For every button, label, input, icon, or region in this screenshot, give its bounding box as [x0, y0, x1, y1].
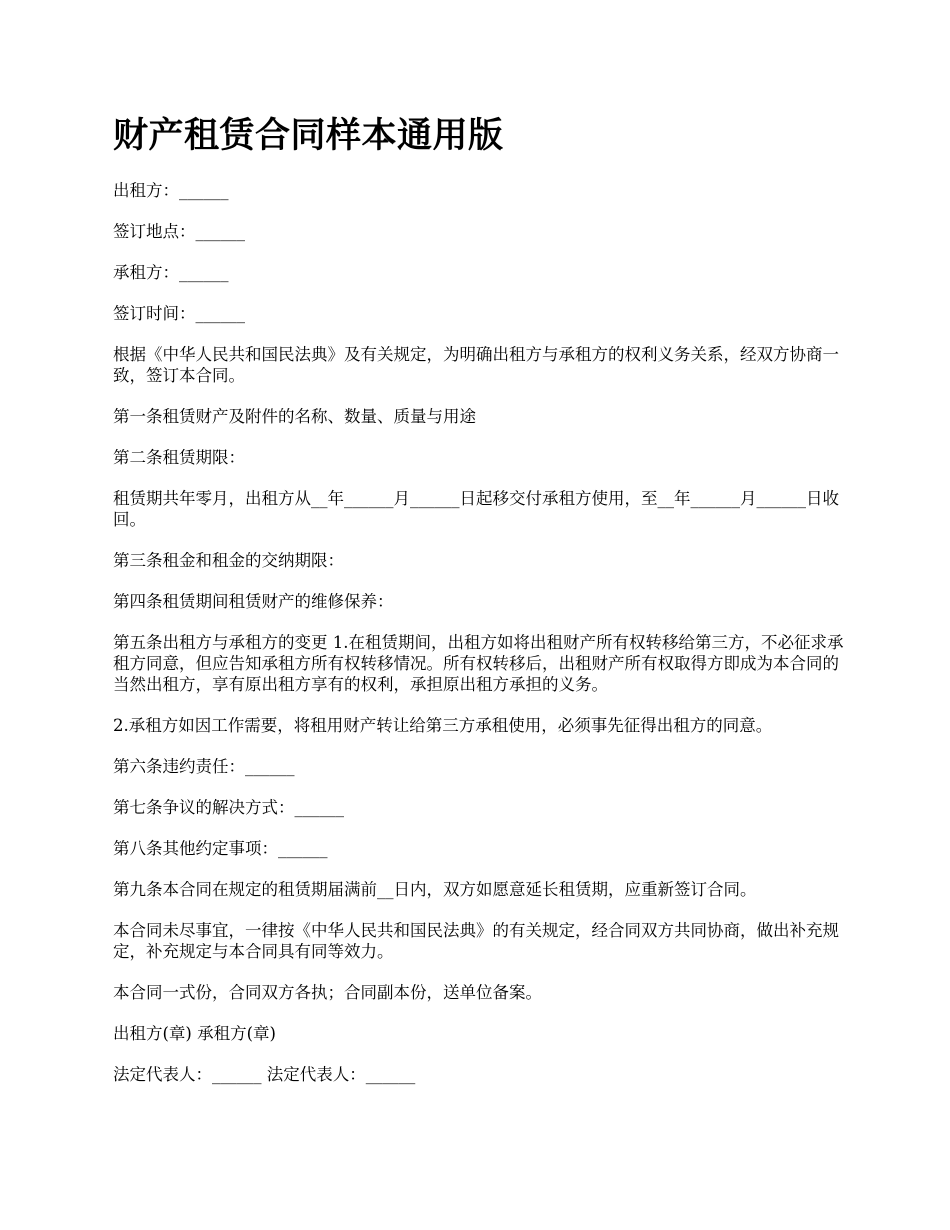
article-6: 第六条违约责任：______: [113, 757, 295, 776]
signing-time-field: 签订时间：______: [113, 304, 245, 323]
lessee-field: 承租方：______: [113, 263, 229, 282]
seal-line: 出租方(章) 承租方(章): [113, 1024, 276, 1043]
article-4: 第四条租赁期间租赁财产的维修保养：: [113, 592, 394, 611]
article-5: 第五条出租方与承租方的变更 1.在租赁期间，出租方如将出租财产所有权转移给第三方，不必征求承租方同意，但应告知承租方所有权转移情况。所有权转移后，出租财产所有权取得方即成为本合同的当然出租方，享有原出租方享有的权利，承担原出租方承担的义务。: [113, 633, 844, 694]
article-7: 第七条争议的解决方式：______: [113, 798, 344, 817]
document-page: [113, 112, 853, 1105]
article-2: 第二条租赁期限：: [113, 448, 245, 467]
signing-place-field: 签订地点：______: [113, 222, 245, 241]
document-title: 财产租赁合同样本通用版: [113, 116, 504, 156]
supplement-paragraph: 本合同未尽事宜，一律按《中华人民共和国民法典》的有关规定，经合同双方共同协商，做出补充规定，补充规定与本合同具有同等效力。: [113, 921, 839, 961]
lease-term-paragraph: 租赁期共年零月，出租方从__年______月______日起移交付承租方使用，至__年______月______日收回。: [113, 489, 839, 529]
article-5-clause-2: 2.承租方如因工作需要，将租用财产转让给第三方承租使用，必须事先征得出租方的同意。: [113, 716, 773, 735]
lessor-field: 出租方：______: [113, 181, 229, 200]
article-8: 第八条其他约定事项：______: [113, 839, 328, 858]
preamble-paragraph: 根据《中华人民共和国民法典》及有关规定，为明确出租方与承租方的权利义务关系，经双方协商一致，签订本合同。: [113, 345, 839, 385]
legal-representative-line: 法定代表人：______ 法定代表人：______: [113, 1065, 416, 1084]
copies-paragraph: 本合同一式份，合同双方各执；合同副本份，送单位备案。: [113, 983, 542, 1002]
article-3: 第三条租金和租金的交纳期限：: [113, 551, 344, 570]
article-9: 第九条本合同在规定的租赁期届满前__日内，双方如愿意延长租赁期，应重新签订合同。: [113, 880, 757, 899]
article-1: 第一条租赁财产及附件的名称、数量、质量与用途: [113, 407, 476, 426]
